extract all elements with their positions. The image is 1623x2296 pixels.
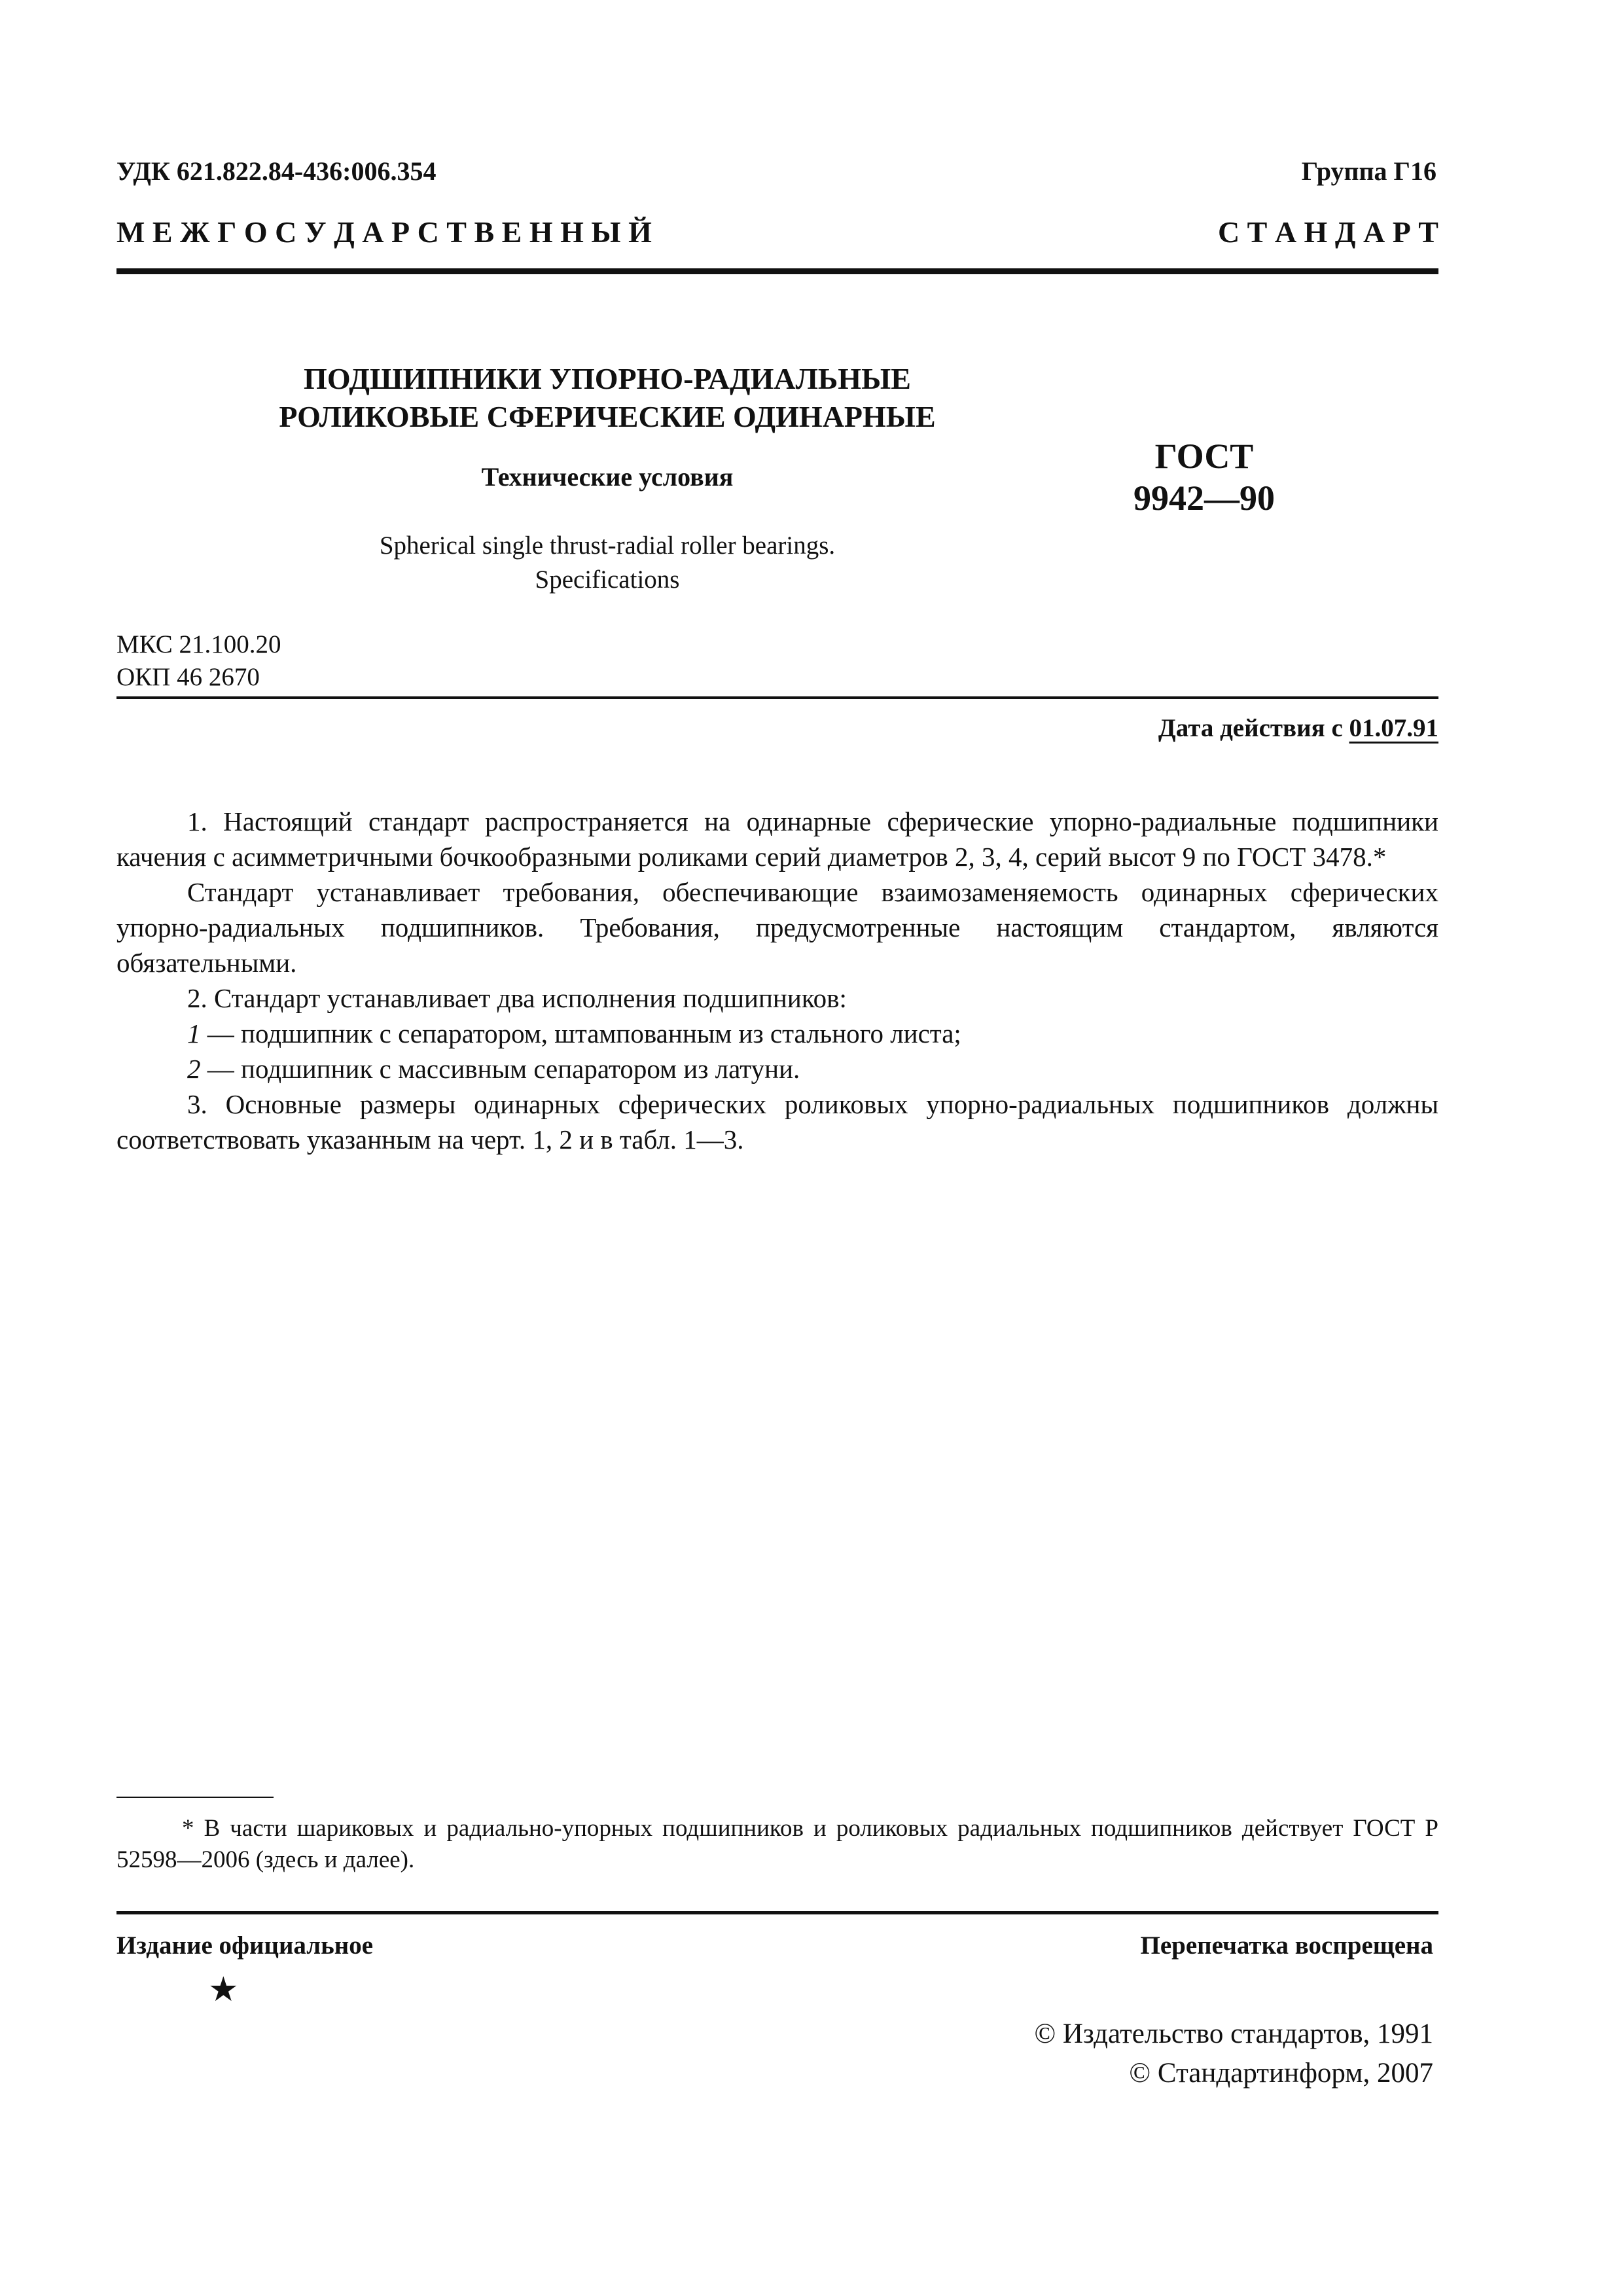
paragraph-3: 2. Стандарт устанавливает два исполнения подшипников:: [187, 983, 847, 1013]
classification-codes: [116, 628, 281, 694]
title-line-2: РОЛИКОВЫЕ СФЕРИЧЕСКИЕ ОДИНАРНЫЕ: [279, 400, 936, 433]
list-item-2: [116, 1051, 1438, 1086]
footer-rule: [116, 1911, 1438, 1914]
interstate-word: М Е Ж Г О С У Д А Р С Т В Е Н Н Ы Й: [116, 215, 652, 249]
okp-code: ОКП 46 2670: [116, 663, 260, 691]
footnote: * В части шариковых и радиально-упорных подшипников и роликовых радиальных подшипников действует ГОСТ Р 52598—2006 (здесь и далее).: [116, 1815, 1438, 1873]
title-line-1: ПОДШИПНИКИ УПОРНО-РАДИАЛЬНЫЕ: [304, 362, 911, 395]
list-item-2-text: — подшипник с массивным сепаратором из латуни.: [200, 1054, 800, 1084]
list-item-1: [116, 1016, 1438, 1051]
paragraph-1: 1. Настоящий стандарт распространяется на одинарные сферические упорно-радиальные подшипники качения с асимметричными бочкообразными роликами серий диаметров 2, 3, 4, серий высот 9 по ГОСТ 3478.*: [116, 806, 1438, 872]
english-title: [116, 529, 1098, 597]
effective-date-label: Дата действия с: [1158, 714, 1343, 742]
reprint-prohibited: Перепечатка воспрещена: [1140, 1931, 1433, 1960]
copyright-line-2: © Стандартинформ, 2007: [1129, 2058, 1433, 2089]
official-edition: Издание официальное: [116, 1931, 374, 1960]
group-code: Группа Г16: [1301, 156, 1436, 186]
english-title-line-1: Spherical single thrust-radial roller bearings.: [379, 531, 836, 560]
copyright-block: [1034, 2015, 1433, 2093]
body-text: [116, 804, 1438, 1157]
codes-rule: [116, 696, 1438, 699]
gost-number: 9942—90: [1133, 478, 1275, 518]
paragraph-4: 3. Основные размеры одинарных сферических роликовых упорно-радиальных подшипников должны соответствовать указанным на черт. 1, 2 и в табл. 1—3.: [116, 1089, 1438, 1155]
list-item-1-text: — подшипник с сепаратором, штампованным из стального листа;: [200, 1018, 961, 1049]
paragraph-2: Стандарт устанавливает требования, обеспечивающие взаимозаменяемость одинарных сферических упорно-радиальных подшипников. Требования, предусмотренные настоящим стандартом, являются обязательными.: [116, 877, 1438, 978]
gost-label: ГОСТ: [1154, 437, 1254, 476]
list-item-2-number: 2: [187, 1054, 201, 1084]
footnote-rule: [116, 1797, 274, 1798]
list-item-1-number: 1: [187, 1018, 201, 1049]
effective-date-value: 01.07.91: [1349, 714, 1438, 742]
gost-designation: [1080, 435, 1329, 519]
document-subtitle: Технические условия: [481, 462, 734, 492]
header-rule: [116, 268, 1438, 274]
udk-code: УДК 621.822.84-436:006.354: [116, 156, 437, 186]
copyright-line-1: © Издательство стандартов, 1991: [1034, 2018, 1433, 2049]
document-title: [116, 360, 1098, 436]
effective-date: [1158, 713, 1438, 743]
mks-code: МКС 21.100.20: [116, 630, 281, 658]
star-icon: ★: [208, 1971, 239, 2009]
english-title-line-2: Specifications: [535, 565, 680, 594]
interstate-standard-heading: [116, 215, 1438, 249]
standard-word: С Т А Н Д А Р Т: [1217, 215, 1438, 249]
